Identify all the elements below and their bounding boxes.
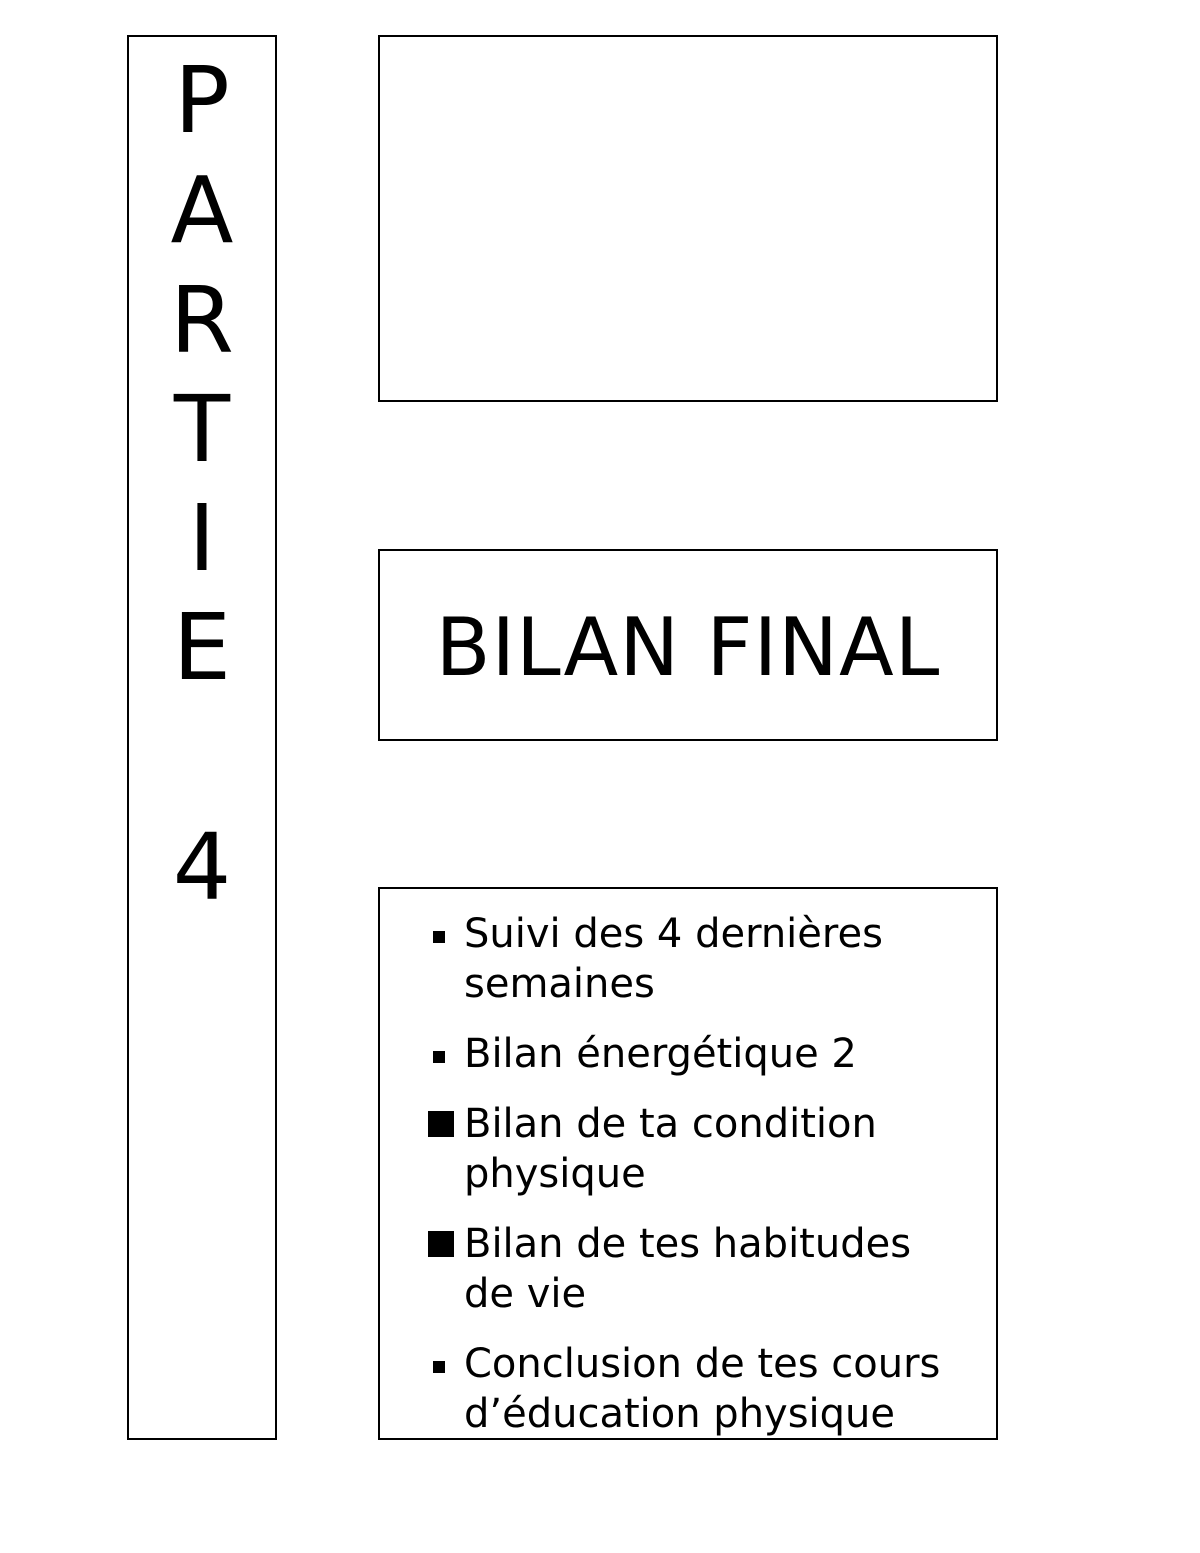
square-bullet-icon [428, 1111, 454, 1137]
part-number: 4 [172, 814, 232, 921]
part-letter: I [188, 485, 216, 592]
square-bullet-icon [433, 1361, 445, 1373]
square-bullet-icon [428, 1231, 454, 1257]
list-item-line: d’éducation physique [464, 1391, 896, 1437]
part-letter: E [172, 594, 232, 701]
list-item-line: Bilan de tes habitudes [464, 1221, 912, 1267]
part-letter: A [170, 157, 234, 264]
square-bullet-icon [433, 931, 445, 943]
part-letter: R [170, 267, 234, 374]
list-item-line: semaines [464, 961, 655, 1007]
list-item-line: de vie [464, 1271, 587, 1317]
part-letter: P [174, 47, 230, 154]
part-letter: T [173, 376, 231, 483]
square-bullet-icon [433, 1051, 445, 1063]
list-item-line: Suivi des 4 dernières [464, 911, 883, 957]
list-item-line: Bilan énergétique 2 [464, 1031, 857, 1077]
contents-list [378, 887, 998, 1440]
page-title: BILAN FINAL [435, 601, 941, 694]
empty-image-frame [378, 35, 998, 402]
list-item-line: physique [464, 1151, 646, 1197]
title-frame [378, 549, 998, 741]
list-item-line: Conclusion de tes cours [464, 1341, 941, 1387]
list-item-line: Bilan de ta condition [464, 1101, 877, 1147]
part-label-column [127, 35, 277, 1440]
